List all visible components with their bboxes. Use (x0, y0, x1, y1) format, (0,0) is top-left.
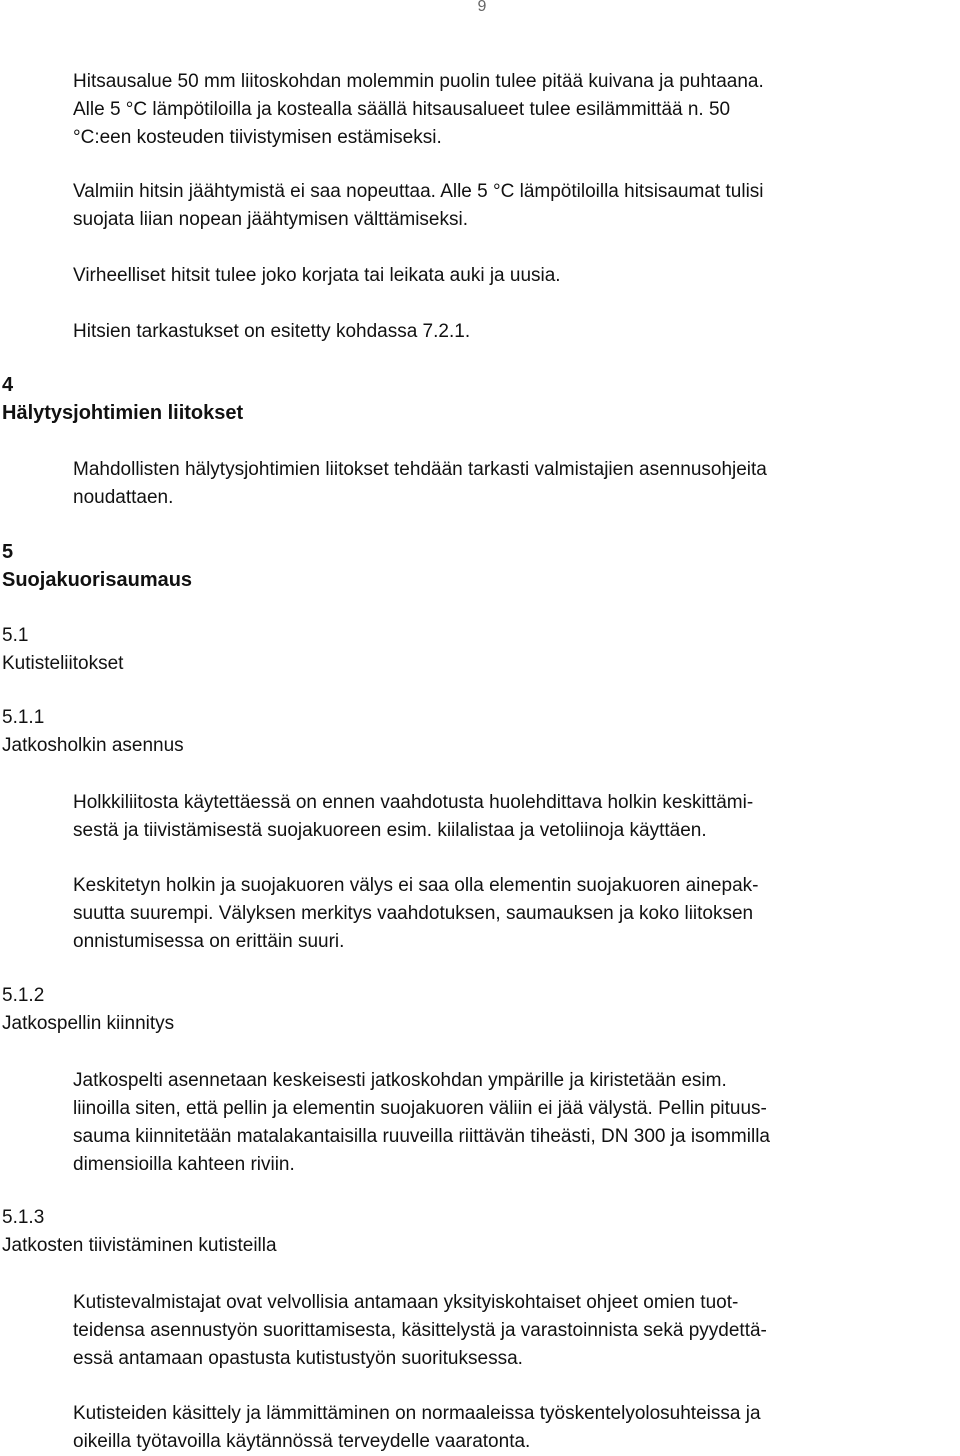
section-title-5-1: Kutisteliitokset (2, 653, 124, 674)
section-number-5-1-3: 5.1.3 (2, 1207, 45, 1228)
paragraph-joint-sheet: Jatkospelti asennetaan keskeisesti jatkoskohdan ympärille ja kiristetään esim. liinoilla siten, että pellin ja elementin suojakuoren väliin ei jää välystä. Pellin pituus- sauma kiinnitetään matalakantaisilla ruuveilla riittävän tiheästi, DN 300 ja isommilla dimensioilla kahteen riviin. (73, 1070, 770, 1175)
paragraph-faulty-welds: Virheelliset hitsit tulee joko korjata tai leikata auki ja uusia. (73, 265, 561, 286)
section-number-5-1: 5.1 (2, 625, 29, 646)
section-number-5: 5 (2, 541, 14, 563)
paragraph-weld-inspection: Hitsien tarkastukset on esitetty kohdassa 7.2.1. (73, 321, 471, 342)
section-title-5-1-3: Jatkosten tiivistäminen kutisteilla (2, 1235, 277, 1256)
section-title-5: Suojakuorisaumaus (2, 569, 193, 591)
section-number-5-1-2: 5.1.2 (2, 985, 45, 1006)
paragraph-alarm-wires: Mahdollisten hälytysjohtimien liitokset tehdään tarkasti valmistajien asennusohjeita noudattaen. (73, 459, 767, 508)
paragraph-sleeve-joint: Holkkiliitosta käytettäessä on ennen vaahdotusta huolehdittava holkin keskittämi- sestä ja tiivistämisestä suojakuoreen esim. kiilalistaa ja vetoliinoja käyttäen. (73, 792, 754, 841)
section-title-5-1-1: Jatkosholkin asennus (2, 735, 184, 756)
paragraph-weld-cooling: Valmiin hitsin jäähtymistä ei saa nopeuttaa. Alle 5 °C lämpötiloilla hitsisaumat tulisi suojata liian nopean jäähtymisen välttämiseksi. (73, 181, 764, 230)
paragraph-shrink-handling: Kutisteiden käsittely ja lämmittäminen on normaaleissa työskentelyolosuhteissa ja oikeilla työtavoilla käytännössä terveydelle vaaratonta. (73, 1403, 761, 1452)
paragraph-welding-area: Hitsausalue 50 mm liitoskohdan molemmin puolin tulee pitää kuivana ja puhtaana. Alle 5 °C lämpötiloilla ja kostealla säällä hitsausalueet tulee esilämmittää n. 50 °C:een kosteuden tiivistymisen estämiseksi. (73, 71, 764, 148)
page-number: 9 (477, 0, 487, 15)
paragraph-shrink-manufacturers: Kutistevalmistajat ovat velvollisia antamaan yksityiskohtaiset ohjeet omien tuot- teidensa asennustyön suorittamisesta, käsittelystä ja varastoinnista sekä pyydettä- essä antamaan opastusta kutistustyön suorituksessa. (73, 1292, 767, 1369)
section-title-4: Hälytysjohtimien liitokset (2, 402, 244, 424)
section-number-5-1-1: 5.1.1 (2, 707, 45, 728)
paragraph-sleeve-clearance: Keskitetyn holkin ja suojakuoren välys ei saa olla elementin suojakuoren ainepak- suutta suurempi. Välyksen merkitys vaahdotuksen, saumauksen ja koko liitoksen onnistumisessa on erittäin suuri. (73, 875, 759, 952)
section-number-4: 4 (2, 374, 14, 396)
section-title-5-1-2: Jatkospellin kiinnitys (2, 1013, 175, 1034)
